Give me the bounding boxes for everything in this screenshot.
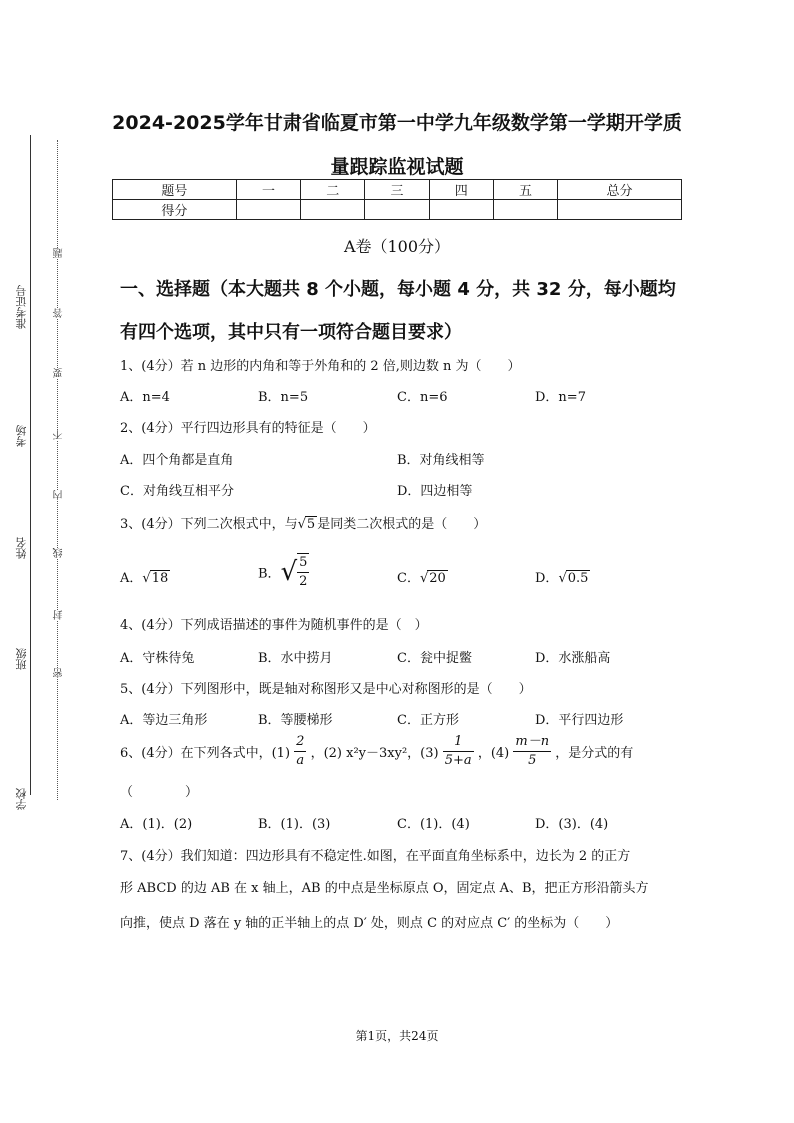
fraction-denominator: 5 — [528, 753, 537, 768]
q1-option-c: C．n=6 — [397, 390, 448, 405]
score-table — [112, 179, 682, 220]
q5-option-b: B．等腰梯形 — [258, 713, 333, 728]
q2-option-b: B．对角线相等 — [397, 453, 485, 468]
score-input-cell — [493, 200, 557, 220]
fraction-denominator: 2 — [299, 574, 308, 589]
q6-stem-mid1: ，(2) x²y－3xy²，(3) — [310, 746, 439, 761]
q3-option-b-label: B． — [258, 566, 281, 582]
q2-option-c: C．对角线互相平分 — [120, 484, 234, 499]
question-2-stem: 2、(4分）平行四边形具有的特征是（ ） — [120, 421, 376, 436]
q2-option-a: A．四个角都是直角 — [120, 453, 234, 468]
q1-option-d: D．n=7 — [535, 390, 586, 405]
fraction-numerator: m－n — [513, 733, 551, 752]
q6-stem-mid2: ，(4) — [477, 746, 510, 761]
exam-title-line2: 量跟踪监视试题 — [330, 156, 464, 178]
seal-char: 要 — [54, 368, 65, 378]
score-table-cell: 一 — [236, 180, 300, 200]
q3-option-a-label: A． — [120, 571, 143, 586]
q4-option-a: A．守株待兔 — [120, 651, 195, 666]
side-label-class: 班级 — [15, 648, 28, 670]
q3-option-c-label: C． — [397, 571, 420, 586]
score-table-cell: 得分 — [113, 200, 237, 220]
seal-char: 封 — [54, 610, 65, 620]
q6-fraction-3 — [443, 733, 474, 770]
score-table-cell: 总分 — [558, 180, 682, 200]
score-input-cell — [429, 200, 493, 220]
q6-option-a: A．(1)．(2) — [120, 817, 193, 832]
sqrt-sign: √ — [558, 571, 567, 586]
q5-option-a: A．等边三角形 — [120, 713, 208, 728]
q6-fraction-4 — [513, 733, 551, 770]
q6-stem-pre: 6、(4分）在下列各式中，(1) — [120, 746, 291, 761]
q3-option-b-fraction — [297, 553, 309, 591]
seal-char: 题 — [54, 248, 65, 258]
q1-option-a: A．n=4 — [120, 390, 170, 405]
seal-char: 线 — [54, 548, 65, 558]
q6-stem-post: ，是分式的有 — [555, 746, 634, 761]
score-table-cell: 五 — [493, 180, 557, 200]
fraction-denominator: 5+a — [444, 753, 472, 768]
fraction-numerator: 2 — [294, 733, 306, 752]
score-table-cell: 二 — [301, 180, 365, 200]
q6-answer-paren: （ ） — [120, 785, 199, 800]
q5-option-c: C．正方形 — [397, 713, 459, 728]
q3-option-c — [397, 567, 448, 586]
seal-char: 密 — [54, 668, 65, 678]
score-table-cell: 三 — [365, 180, 429, 200]
q3-stem-radicand: 5 — [306, 517, 316, 532]
q6-option-c: C．(1)．(4) — [397, 817, 470, 832]
question-5-stem: 5、(4分）下列图形中，既是轴对称图形又是中心对称图形的是（ ） — [120, 682, 532, 697]
sqrt-sign: √ — [142, 571, 151, 586]
q3-stem-post: 是同类二次根式的是（ ） — [317, 517, 487, 532]
q5-option-d: D．平行四边形 — [535, 713, 624, 728]
q3-option-a — [120, 567, 170, 586]
sqrt-sign: √ — [419, 571, 429, 586]
q3-stem-pre: 3、(4分）下列二次根式中，与 — [120, 517, 298, 532]
score-table-cell: 四 — [429, 180, 493, 200]
score-input-cell — [301, 200, 365, 220]
fraction-denominator: a — [296, 753, 305, 768]
score-table-cell: 题号 — [113, 180, 237, 200]
q4-option-c: C．瓮中捉鳖 — [397, 651, 472, 666]
seal-char: 不 — [54, 430, 65, 440]
q2-option-d: D．四边相等 — [397, 484, 473, 499]
page-footer: 第1页，共24页 — [355, 1029, 439, 1043]
q4-option-d: D．水涨船高 — [535, 651, 611, 666]
score-input-cell — [558, 200, 682, 220]
q3-option-a-radicand: 18 — [151, 571, 169, 586]
q3-option-d — [535, 567, 590, 586]
seal-char: 答 — [54, 308, 65, 318]
fraction-numerator: 1 — [443, 733, 474, 752]
question-1-stem: 1、(4分）若 n 边形的内角和等于外角和的 2 倍,则边数 n 为（ ） — [120, 359, 521, 374]
exam-title-line1: 2024-2025学年甘肃省临夏市第一中学九年级数学第一学期开学质 — [112, 112, 682, 134]
q3-option-c-radicand: 20 — [429, 571, 446, 586]
score-input-cell — [236, 200, 300, 220]
q3-option-b — [258, 553, 309, 591]
side-label-name: 姓名 — [15, 537, 28, 559]
question-6-stem — [120, 733, 633, 770]
question-7-line2: 形 ABCD 的边 AB 在 x 轴上，AB 的中点是坐标原点 O，固定点 A、B，把正方形沿箭头方 — [120, 881, 649, 896]
q4-option-b: B．水中捞月 — [258, 651, 333, 666]
question-7-line3: 向推，使点 D 落在 y 轴的正半轴上的点 D′ 处，则点 C 的对应点 C′ 的坐标为（ ） — [120, 916, 619, 931]
fraction-numerator: 5 — [297, 554, 309, 573]
q3-option-d-label: D． — [535, 571, 559, 586]
score-input-cell — [365, 200, 429, 220]
question-3-stem — [120, 513, 486, 532]
score-table-score-row — [113, 200, 682, 220]
section1-heading-line2: 有四个选项，其中只有一项符合题目要求） — [120, 322, 462, 343]
score-table-header-row — [113, 180, 682, 200]
side-label-exam-room: 考场 — [15, 425, 28, 447]
section1-heading-line1: 一、选择题（本大题共 8 个小题，每小题 4 分，共 32 分，每小题均 — [120, 279, 676, 300]
q6-fraction-1 — [294, 733, 306, 770]
sqrt-sign: √ — [280, 557, 298, 587]
q6-option-d: D．(3)．(4) — [535, 817, 609, 832]
q6-option-b: B．(1)．(3) — [258, 817, 331, 832]
seal-char: 内 — [54, 490, 65, 500]
section-a-heading: A卷（100分） — [343, 237, 451, 256]
side-label-exam-number: 准考证号 — [15, 285, 28, 329]
q3-option-d-radicand: 0.5 — [567, 571, 589, 586]
q1-option-b: B．n=5 — [258, 390, 309, 405]
sqrt-sign: √ — [297, 517, 306, 532]
question-7-line1: 7、(4分）我们知道：四边形具有不稳定性.如图，在平面直角坐标系中，边长为 2 的正方 — [120, 849, 631, 864]
side-label-school: 学校 — [15, 788, 28, 810]
question-4-stem: 4、(4分）下列成语描述的事件为随机事件的是（ ） — [120, 618, 428, 633]
